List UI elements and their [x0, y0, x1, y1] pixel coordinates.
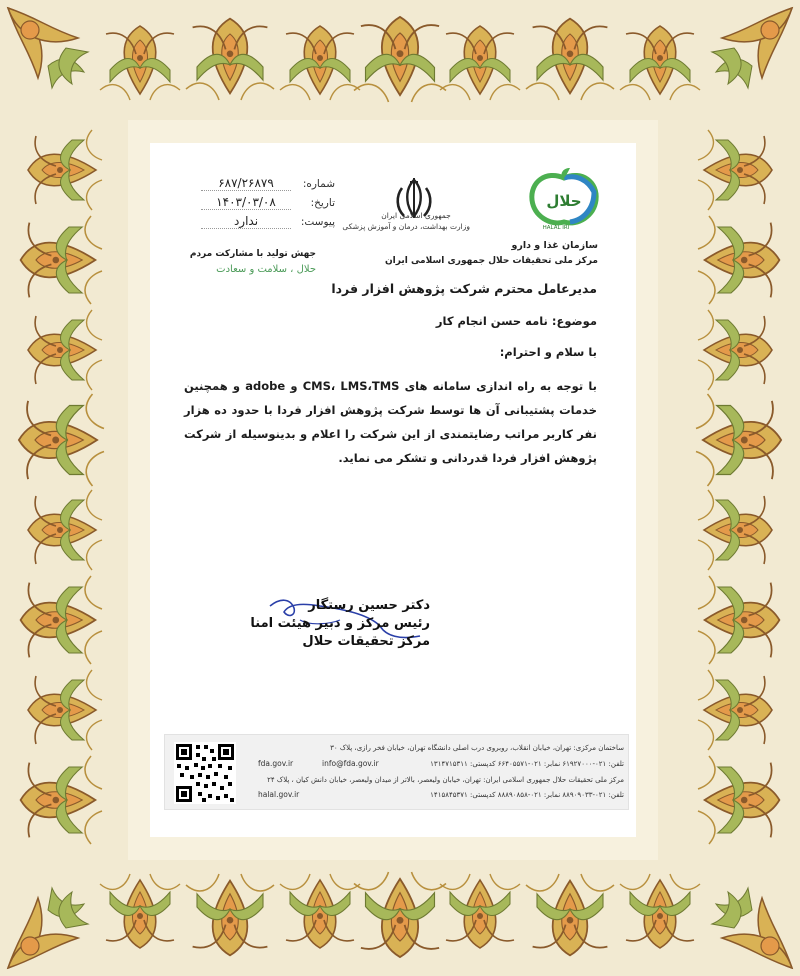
date-row: [195, 195, 335, 214]
footer-site-2[interactable]: halal.gov.ir: [258, 790, 300, 799]
letter-subject: موضوع: نامه حسن انجام کار: [435, 314, 597, 328]
date-value: ۱۴۰۳/۰۳/۰۸: [201, 195, 291, 210]
number-value: ۶۸۷/۲۶۸۷۹: [201, 176, 291, 191]
ministry-line-1: جمهوری اسلامی ایران: [381, 211, 451, 220]
halal-logo-caption: HALAL IRI: [542, 225, 570, 230]
footer-address-1: ساختمان مرکزی: تهران، خیابان انقلاب، روبروی درب اصلی دانشگاه تهران، خیابان فخر رازی، پلاک ۳۰: [330, 744, 624, 752]
attachment-value: ندارد: [201, 214, 291, 229]
letter-meta: [195, 176, 335, 233]
footer-site-1[interactable]: fda.gov.ir: [258, 759, 294, 768]
org-name-1: سازمان غذا و دارو: [511, 240, 598, 251]
halal-logo: [524, 168, 604, 230]
footer-address-2: مرکز ملی تحقیقات حلال جمهوری اسلامی ایران: تهران، خیابان ولیعصر، بالاتر از میدان ولیعصر، خیابان دانش کیان ، پلاک ۲۴: [267, 776, 624, 784]
attachment-label: پیوست:: [300, 216, 335, 228]
sub-slogan: حلال ، سلامت و سعادت: [216, 264, 316, 275]
signer-title-1: رئیس مرکز و دبیر هیئت امنا: [250, 616, 430, 631]
ministry-name: [342, 210, 470, 232]
slogan: جهش تولید با مشارکت مردم: [189, 249, 316, 259]
date-label: تاریخ:: [310, 197, 335, 209]
ministry-line-2: وزارت بهداشت، درمان و آموزش پزشکی: [342, 222, 470, 231]
letter-greeting: با سلام و احترام:: [499, 345, 597, 359]
halal-logo-word: حلال: [546, 192, 582, 210]
footer-email[interactable]: info@fda.gov.ir: [322, 759, 379, 768]
signature-block: [250, 596, 430, 666]
number-row: [195, 176, 335, 195]
footer-contact-2: تلفن: ۰۲۱-۸۸۹۰۹۰۳۳ نمابر: ۰۲۱-۸۸۸۹۰۸۵۸ کدپستی: ۱۴۱۵۸۴۵۳۷۱: [430, 791, 624, 799]
qr-code-icon: [174, 742, 236, 804]
org-name-2: مرکز ملی تحقیقات حلال جمهوری اسلامی ایران: [384, 256, 598, 266]
signer-title-2: مرکز تحقیقات حلال: [302, 634, 430, 649]
letter-body: با توجه به راه اندازی سامانه های CMS، LMS،TMS و adobe و همچنین خدمات پشتیبانی آن ها توسط شرکت پژوهش افزار فردا با حدود ده هزار نفر کاربر مراتب رضایتمندی از این شرکت را اعلام و بدینوسیله از شرکت پژوهش افزار فردا قدردانی و تشکر می نماید.: [184, 379, 597, 465]
number-label: شماره:: [302, 178, 335, 190]
signer-name: دکتر حسین رستگار: [308, 598, 430, 613]
letter-recipient: مدیرعامل محترم شرکت پژوهش افزار فردا: [331, 281, 597, 296]
attachment-row: [195, 214, 335, 233]
footer-contact-1: تلفن: ۰۲۱-۶۱۹۲۷۰۰۰ نمابر: ۰۲۱-۶۶۴۰۵۵۷۱ کدپستی: ۱۳۱۴۷۱۵۳۱۱: [430, 760, 624, 768]
